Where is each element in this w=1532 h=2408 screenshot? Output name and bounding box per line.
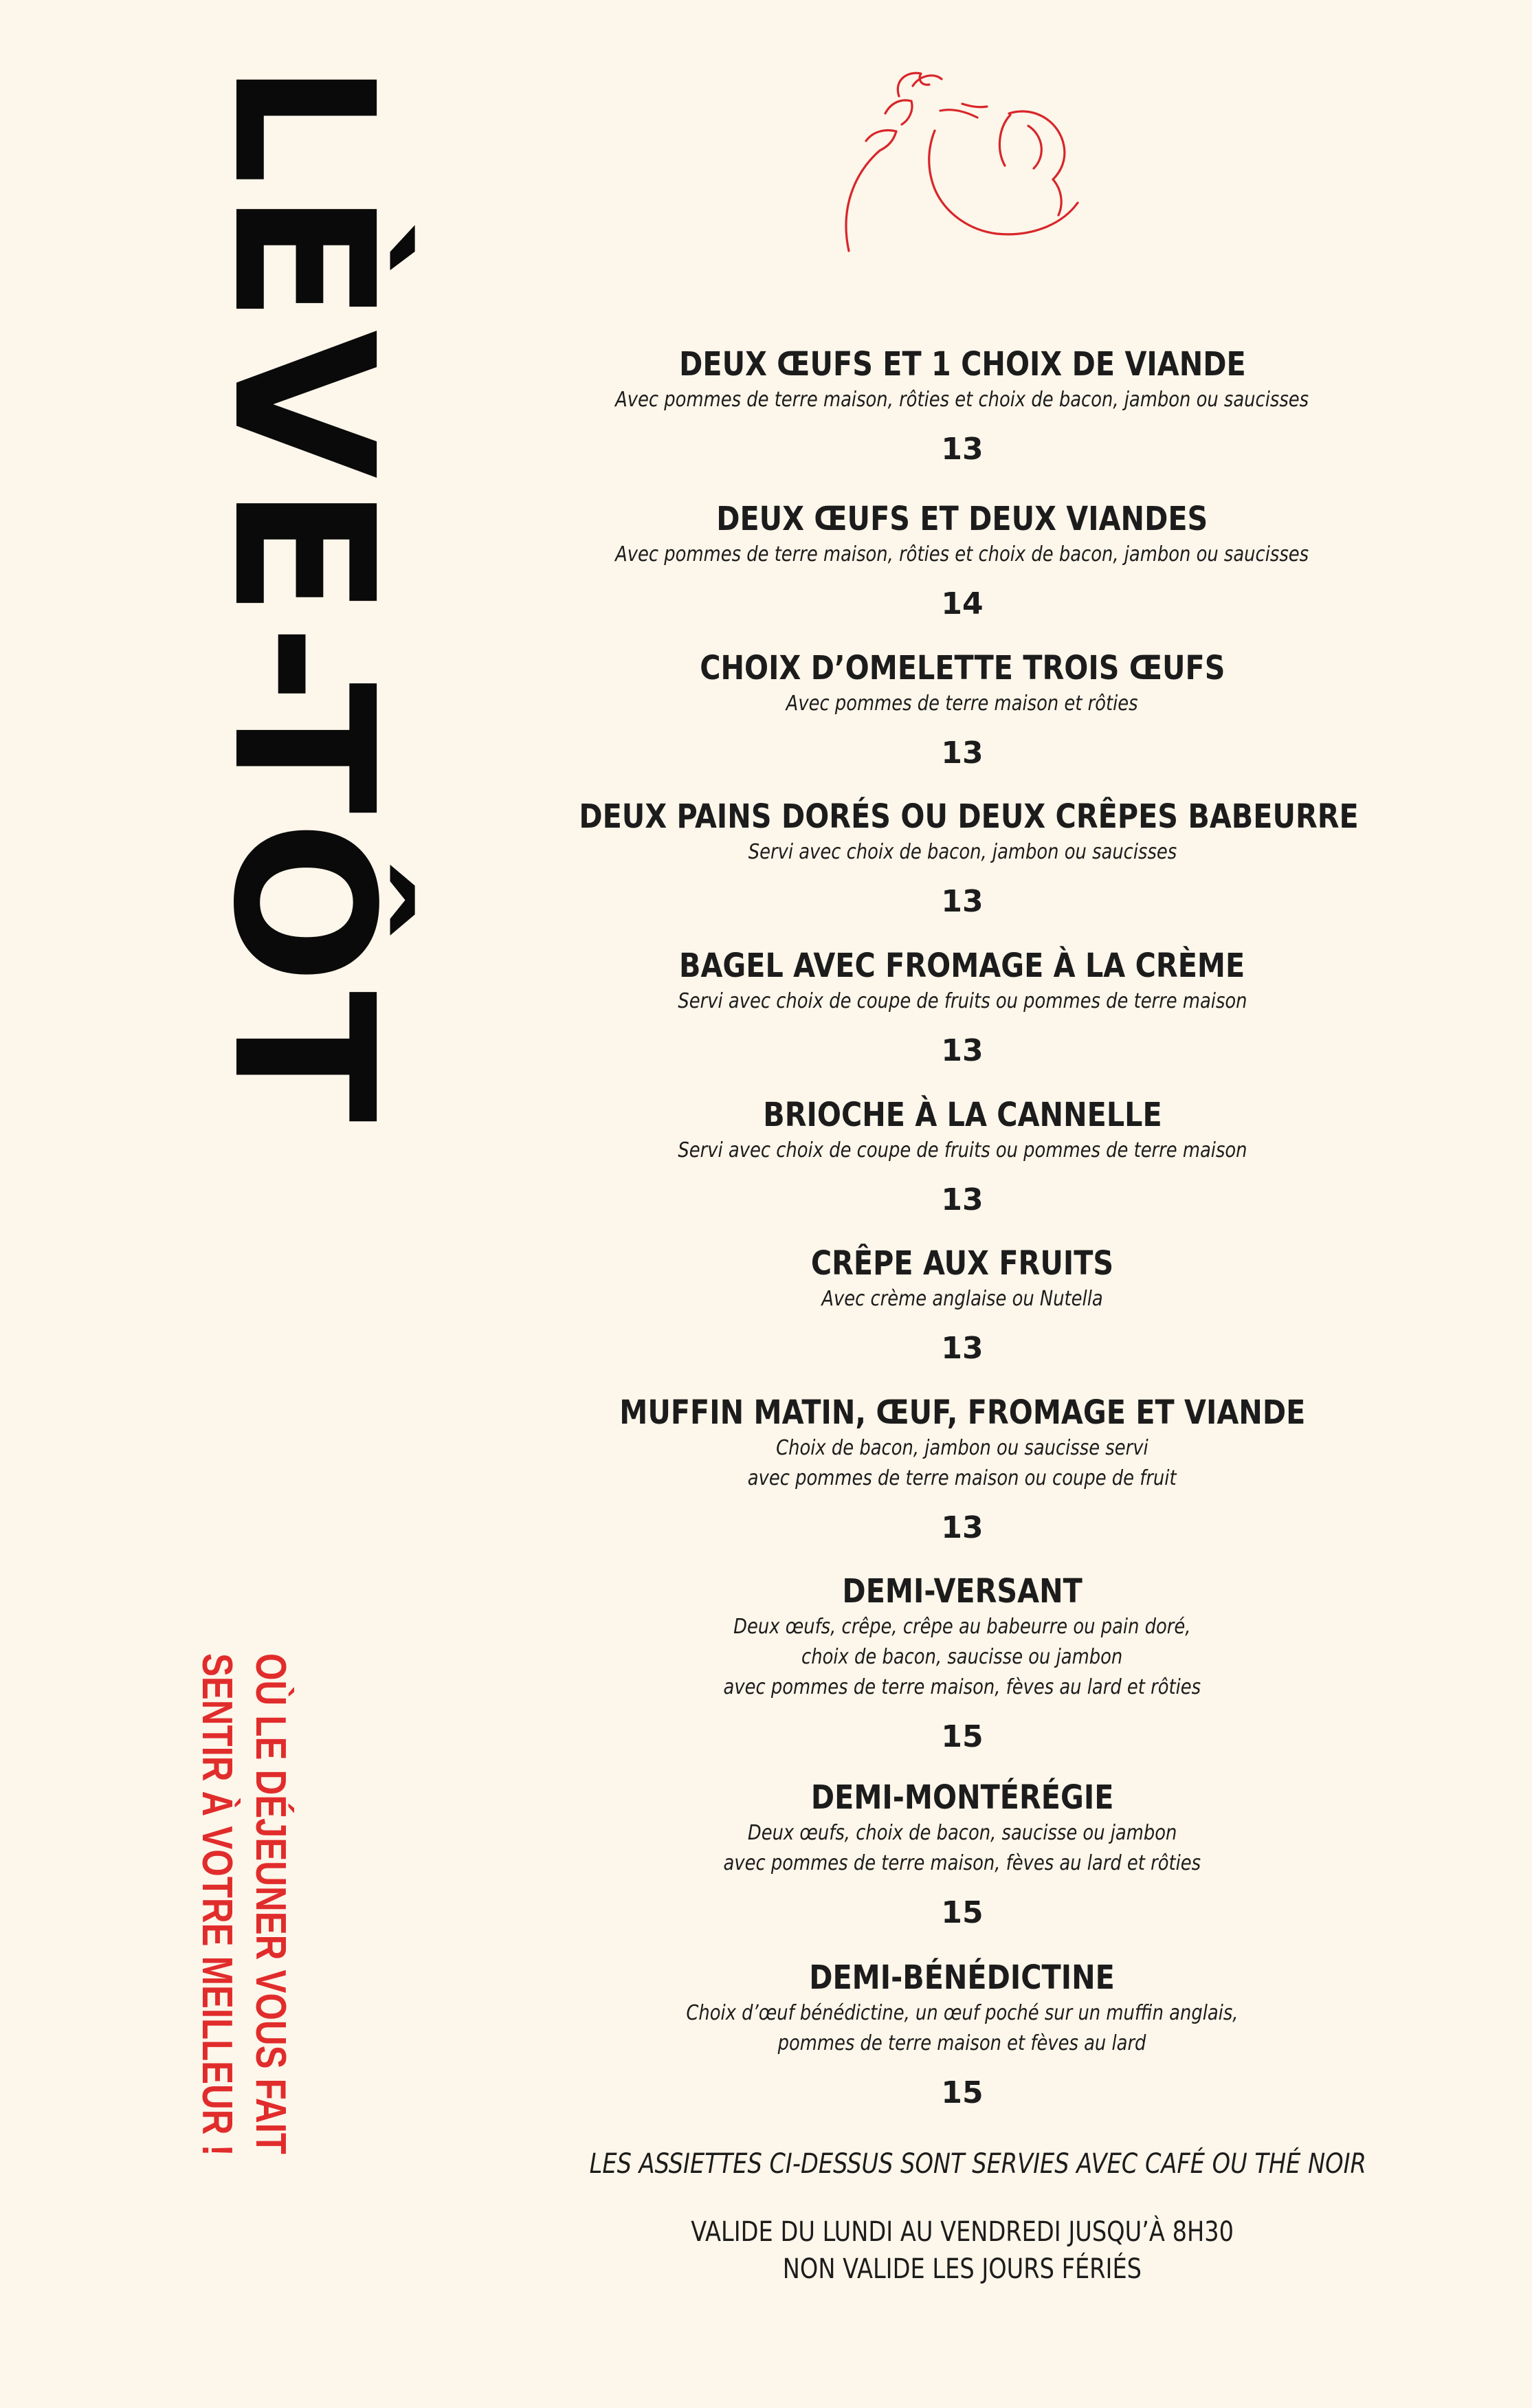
menu-item-description-text: Avec crème anglaise ou Nutella: [821, 1287, 1103, 1311]
menu-item-name-text: BAGEL AVEC FROMAGE À LA CRÈME: [679, 947, 1245, 985]
menu-item-description-text: Servi avec choix de bacon, jambon ou saucisses: [748, 840, 1177, 864]
menu-item-price: 13: [941, 1182, 984, 1217]
menu-item: [515, 796, 1409, 921]
menu-item-description: [515, 986, 1409, 1017]
menu-item-description-text: Choix d’œuf bénédictine, un œuf poché sur un muffin anglais,: [686, 2001, 1239, 2025]
menu-item-description-text: Avec pommes de terre maison, rôties et choix de bacon, jambon ou saucisses: [615, 388, 1309, 412]
menu-item-price: 15: [941, 1719, 984, 1754]
menu-item-description-text: Avec pommes de terre maison, rôties et choix de bacon, jambon ou saucisses: [615, 542, 1309, 566]
menu-item-description: [515, 1612, 1409, 1642]
menu-item-price: 13: [941, 432, 984, 467]
footer-valid-line-2: NON VALIDE LES JOURS FÉRIÉS: [782, 2253, 1142, 2285]
menu-item-description-text: Avec pommes de terre maison et rôties: [786, 692, 1138, 716]
menu-item: [515, 1957, 1409, 2112]
menu-item-description-text: Servi avec choix de coupe de fruits ou pommes de terre maison: [677, 989, 1247, 1013]
menu-item-name: [515, 498, 1409, 540]
menu-item-description: [515, 540, 1409, 570]
menu-item-name-text: DEMI-VERSANT: [842, 1572, 1083, 1611]
footer-note-text: LES ASSIETTES CI-DESSUS SONT SERVIES AVEC CAFÉ OU THÉ NOIR: [589, 2148, 1366, 2180]
menu-item-description-text: avec pommes de terre maison ou coupe de fruit: [748, 1466, 1177, 1490]
tagline: [190, 1653, 297, 2266]
menu-item: [515, 1243, 1409, 1368]
menu-item: [515, 1094, 1409, 1219]
menu-item-description-text: pommes de terre maison et fèves au lard: [778, 2031, 1146, 2055]
menu-item-name-text: CHOIX D’OMELETTE TROIS ŒUFS: [699, 649, 1225, 687]
menu-item: [515, 1392, 1409, 1547]
page-title: LÈVE-TÔT: [190, 62, 414, 1129]
menu-item-name: [515, 1243, 1409, 1284]
tagline-line-2: SENTIR À VOTRE MEILLEUR !: [193, 1653, 241, 2156]
menu-item-price: 13: [941, 1510, 984, 1545]
menu-item-price: 13: [941, 1033, 984, 1068]
menu-item-name-text: DEMI-BÉNÉDICTINE: [809, 1958, 1115, 1997]
menu-item-description-text: Choix de bacon, jambon ou saucisse servi: [776, 1436, 1148, 1460]
menu-item-name: [515, 796, 1409, 837]
menu-item-name-text: CRÊPE AUX FRUITS: [810, 1244, 1114, 1283]
menu-item-description: [515, 1642, 1409, 1672]
menu-item-description: [515, 1818, 1409, 1848]
menu-item-name-text: BRIOCHE À LA CANNELLE: [762, 1096, 1162, 1134]
menu-item: [515, 498, 1409, 623]
menu-item-description-text: avec pommes de terre maison, fèves au lard et rôties: [723, 1675, 1201, 1699]
menu-item-name-text: DEUX PAINS DORÉS OU DEUX CRÊPES BABEURRE: [579, 797, 1359, 836]
menu-item-description: [515, 1136, 1409, 1166]
menu-item-name: [515, 1094, 1409, 1136]
menu-item-description: [515, 1284, 1409, 1314]
menu-item-description: [515, 1433, 1409, 1463]
menu-item-price: 13: [941, 736, 984, 771]
menu-item-name: [515, 344, 1409, 385]
menu-item-description: [515, 1848, 1409, 1879]
menu-item: [515, 344, 1409, 469]
menu-item-description-text: Deux œufs, crêpe, crêpe au babeurre ou pain doré,: [733, 1615, 1191, 1639]
menu-item-price: 15: [941, 2075, 984, 2110]
menu-item-name-text: MUFFIN MATIN, ŒUF, FROMAGE ET VIANDE: [619, 1393, 1306, 1432]
menu-item-description: [515, 1998, 1409, 2029]
menu-item-description-text: Deux œufs, choix de bacon, saucisse ou jambon: [747, 1821, 1177, 1845]
menu-item-description: [515, 689, 1409, 719]
menu-item-price: 15: [941, 1895, 984, 1930]
footer-validity: [515, 2213, 1409, 2288]
menu-item: [515, 648, 1409, 773]
menu-item: [515, 1777, 1409, 1932]
menu-item: [515, 945, 1409, 1070]
menu-item-price: 13: [941, 884, 984, 919]
footer-valid-line-1: VALIDE DU LUNDI AU VENDREDI JUSQU’À 8H30: [691, 2216, 1234, 2248]
menu-item-description: [515, 1672, 1409, 1703]
menu-item-name: [515, 1957, 1409, 1998]
menu-item-description: [515, 385, 1409, 415]
footer-note: [515, 2145, 1409, 2183]
menu-item-name: [515, 1392, 1409, 1433]
menu-item-name: [515, 1571, 1409, 1612]
menu-item-name-text: DEUX ŒUFS ET DEUX VIANDES: [716, 500, 1208, 538]
menu-item-description-text: avec pommes de terre maison, fèves au lard et rôties: [723, 1851, 1201, 1875]
menu-item-name: [515, 945, 1409, 986]
menu-item-description: [515, 1463, 1409, 1494]
menu-item-name-text: DEUX ŒUFS ET 1 CHOIX DE VIANDE: [678, 345, 1246, 384]
menu-item: [515, 1571, 1409, 1756]
menu-item-name-text: DEMI-MONTÉRÉGIE: [810, 1778, 1114, 1817]
menu-item-name: [515, 648, 1409, 689]
menu-item-description: [515, 837, 1409, 868]
menu-item-description: [515, 2029, 1409, 2059]
rooster-icon: [825, 65, 1113, 292]
menu-item-name: [515, 1777, 1409, 1818]
menu-item-description-text: choix de bacon, saucisse ou jambon: [801, 1645, 1123, 1669]
menu-item-price: 14: [941, 586, 984, 621]
menu-item-description-text: Servi avec choix de coupe de fruits ou pommes de terre maison: [677, 1138, 1247, 1162]
tagline-line-1: OÙ LE DÉJEUNER VOUS FAIT: [247, 1653, 294, 2154]
menu-item-price: 13: [941, 1331, 984, 1366]
